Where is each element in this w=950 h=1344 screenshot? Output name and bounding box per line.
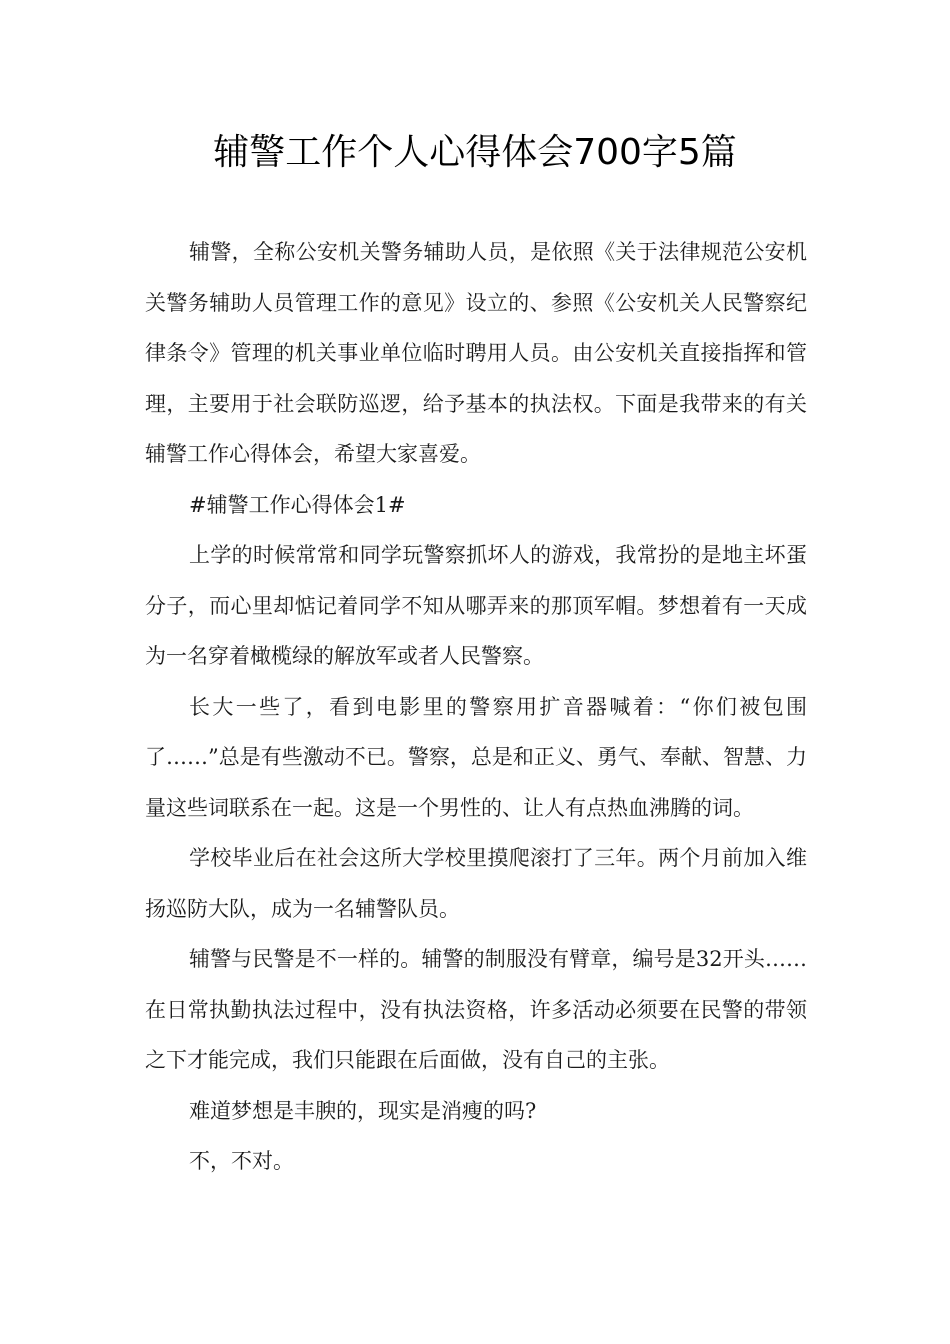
body-paragraph: 学校毕业后在社会这所大学校里摸爬滚打了三年。两个月前加入维扬巡防大队，成为一名辅警队员。 xyxy=(145,846,807,921)
body-paragraph: 长大一些了，看到电影里的警察用扩音器喊着：“你们被包围了……”总是有些激动不已。警察，总是和正义、勇气、奉献、智慧、力量这些词联系在一起。这是一个男性的、让人有点热血沸腾的词。 xyxy=(145,694,807,820)
body-paragraph: 辅警与民警是不一样的。辅警的制服没有臂章，编号是32开头……在日常执勤执法过程中，没有执法资格，许多活动必须要在民警的带领之下才能完成，我们只能跟在后面做，没有自己的主张。 xyxy=(145,947,807,1072)
document-title: 辅警工作个人心得体会700字5篇 xyxy=(213,132,737,173)
section-heading: #辅警工作心得体会1# xyxy=(189,492,406,517)
body-paragraph: 不，不对。 xyxy=(189,1149,294,1173)
document-body xyxy=(145,227,807,1187)
intro-paragraph: 辅警，全称公安机关警务辅助人员，是依照《关于法律规范公安机关警务辅助人员管理工作的意见》设立的、参照《公安机关人民警察纪律条令》管理的机关事业单位临时聘用人员。由公安机关直接指挥和管理，主要用于社会联防巡逻，给予基本的执法权。下面是我带来的有关辅警工作心得体会，希望大家喜爱。 xyxy=(145,240,807,466)
body-paragraph: 难道梦想是丰腴的，现实是消瘦的吗? xyxy=(189,1098,537,1123)
body-paragraph: 上学的时候常常和同学玩警察抓坏人的游戏，我常扮的是地主坏蛋分子，而心里却惦记着同学不知从哪弄来的那顶军帽。梦想着有一天成为一名穿着橄榄绿的解放军或者人民警察。 xyxy=(145,543,807,668)
